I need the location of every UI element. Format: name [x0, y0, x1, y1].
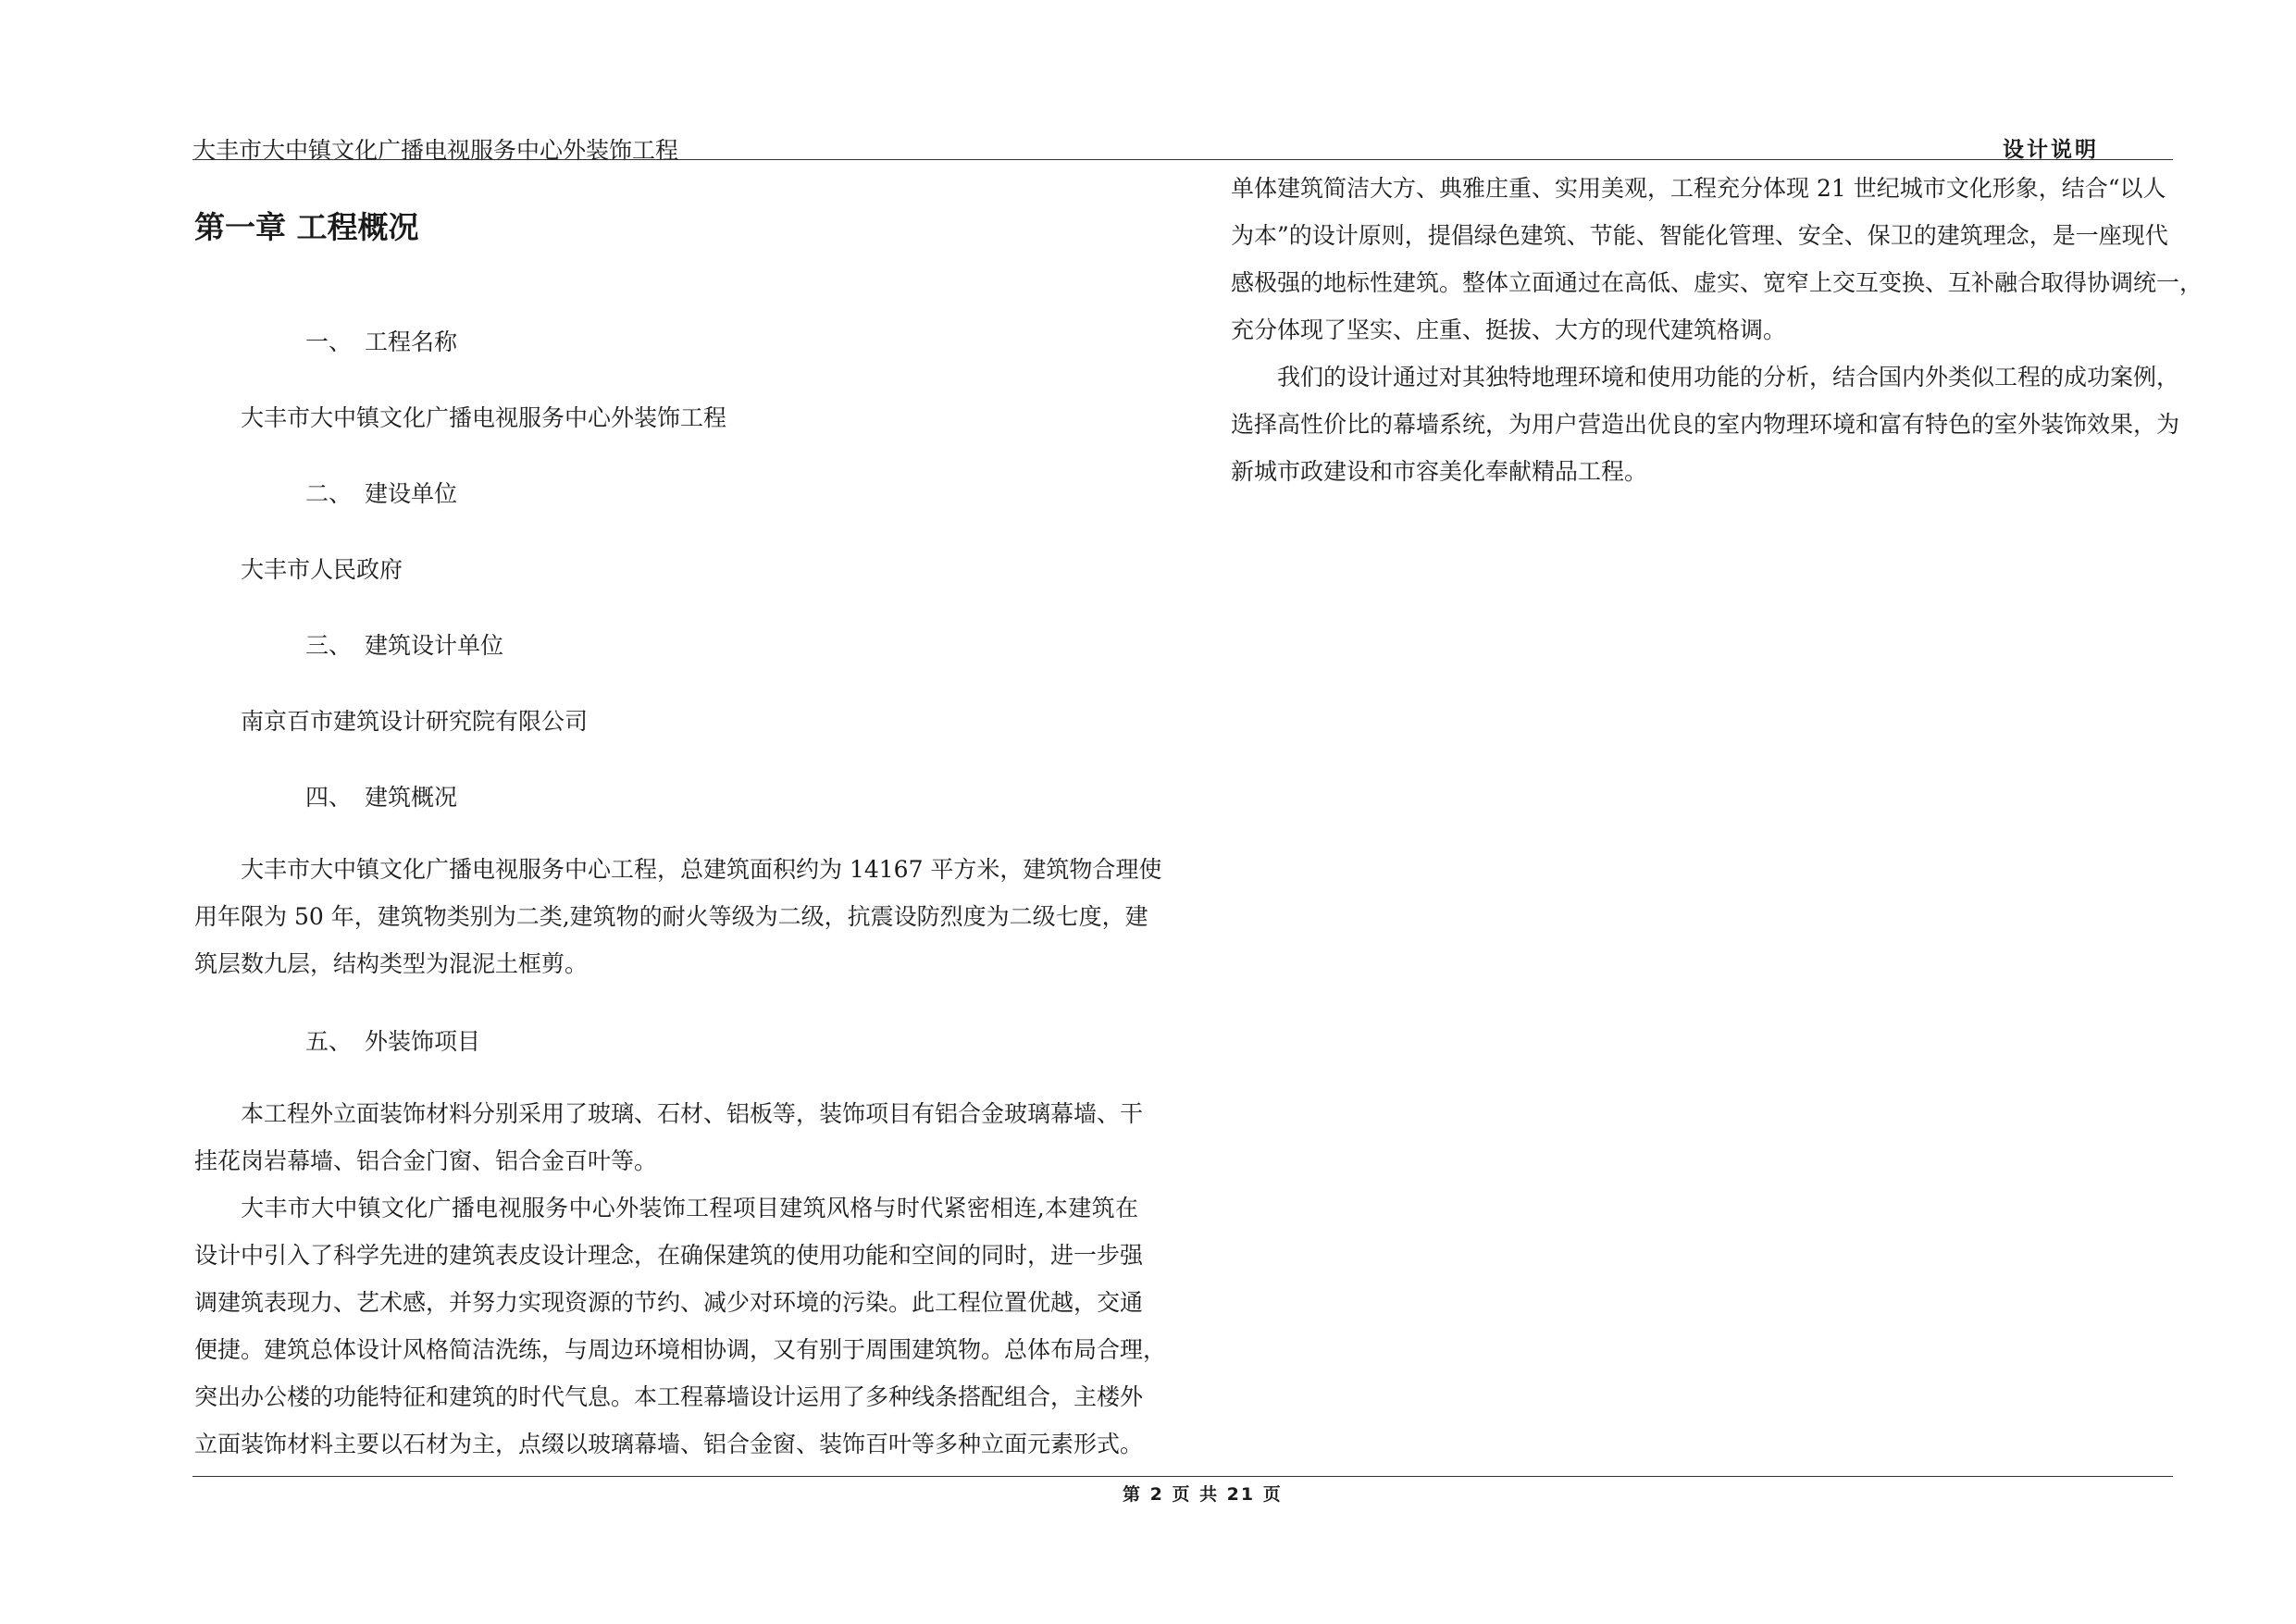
text-line: 我们的设计通过对其独特地理环境和使用功能的分析，结合国内外类似工程的成功案例，	[1277, 364, 2180, 391]
text-line: 筑层数九层，结构类型为混泥土框剪。	[194, 950, 589, 977]
text-line: 单体建筑简洁大方、典雅庄重、实用美观，工程充分体现 21 世纪城市文化形象，结合“以人	[1231, 175, 2166, 202]
decoration-paragraph	[194, 1090, 1144, 1184]
text-line: 选择高性价比的幕墙系统，为用户营造出优良的室内物理环境和富有特色的室外装饰效果，为	[1231, 411, 2180, 438]
section-heading-owner	[305, 476, 457, 509]
section-number: 一、	[305, 329, 353, 355]
section-number: 二、	[305, 480, 353, 507]
section-label: 建设单位	[365, 480, 458, 507]
text-line: 大丰市大中镇文化广播电视服务中心外装饰工程项目建筑风格与时代紧密相连,本建筑在	[241, 1195, 1138, 1221]
text-line: 新城市政建设和市容美化奉献精品工程。	[1231, 458, 1648, 485]
footer-rule	[192, 1476, 2173, 1477]
architectural-style-paragraph	[194, 1184, 1167, 1468]
text-line: 立面装饰材料主要以石材为主，点缀以玻璃幕墙、铝合金窗、装饰百叶等多种立面元素形式。	[194, 1431, 1144, 1457]
page-number: 第 2 页 共 21 页	[1123, 1484, 1283, 1505]
design-approach-paragraph	[1231, 353, 2180, 495]
section-number: 五、	[305, 1028, 353, 1055]
section-label: 建筑概况	[365, 784, 458, 811]
text-line: 挂花岗岩幕墙、铝合金门窗、铝合金百叶等。	[194, 1147, 658, 1174]
designer-value: 南京百市建筑设计研究院有限公司	[241, 708, 589, 735]
section-heading-designer	[305, 627, 503, 661]
project-name-value: 大丰市大中镇文化广播电视服务中心外装饰工程	[241, 404, 727, 431]
section-number: 三、	[305, 632, 353, 659]
chapter-title: 第一章 工程概况	[194, 209, 419, 245]
section-number: 四、	[305, 784, 353, 811]
text-line: 突出办公楼的功能特征和建筑的时代气息。本工程幕墙设计运用了多种线条搭配组合，主楼外	[194, 1383, 1144, 1410]
text-line: 本工程外立面装饰材料分别采用了玻璃、石材、铝板等，装饰项目有铝合金玻璃幕墙、干	[241, 1100, 1144, 1127]
design-concept-paragraph	[1231, 165, 2203, 353]
text-line: 大丰市大中镇文化广播电视服务中心工程，总建筑面积约为 14167 平方米，建筑物合理使	[241, 856, 1162, 883]
text-line: 设计中引入了科学先进的建筑表皮设计理念，在确保建筑的使用功能和空间的同时，进一步强	[194, 1242, 1144, 1269]
text-line: 用年限为 50 年，建筑物类别为二类,建筑物的耐火等级为二级，抗震设防烈度为二级七度，建	[194, 903, 1148, 930]
text-line: 便捷。建筑总体设计风格简洁洗练，与周边环境相协调，又有别于周围建筑物。总体布局合理，	[194, 1336, 1167, 1363]
section-heading-decoration	[305, 1023, 480, 1057]
section-label: 建筑设计单位	[365, 632, 504, 659]
text-line: 充分体现了坚实、庄重、挺拔、大方的现代建筑格调。	[1231, 316, 1787, 343]
header-title: 大丰市大中镇文化广播电视服务中心外装饰工程	[192, 137, 679, 164]
section-label: 外装饰项目	[365, 1028, 481, 1055]
section-heading-project-name	[305, 324, 457, 357]
section-heading-building-overview	[305, 779, 457, 812]
building-overview-paragraph	[194, 846, 1162, 987]
header-rule	[192, 159, 2173, 160]
header-section-label: 设计说明	[2003, 138, 2099, 162]
text-line: 感极强的地标性建筑。整体立面通过在高低、虚实、宽窄上交互变换、互补融合取得协调统一，	[1231, 269, 2203, 296]
text-line: 调建筑表现力、艺术感，并努力实现资源的节约、减少对环境的污染。此工程位置优越，交通	[194, 1289, 1144, 1316]
owner-value: 大丰市人民政府	[241, 556, 403, 583]
text-line: 为本”的设计原则，提倡绿色建筑、节能、智能化管理、安全、保卫的建筑理念，是一座现代	[1231, 222, 2168, 249]
section-label: 工程名称	[365, 329, 458, 355]
